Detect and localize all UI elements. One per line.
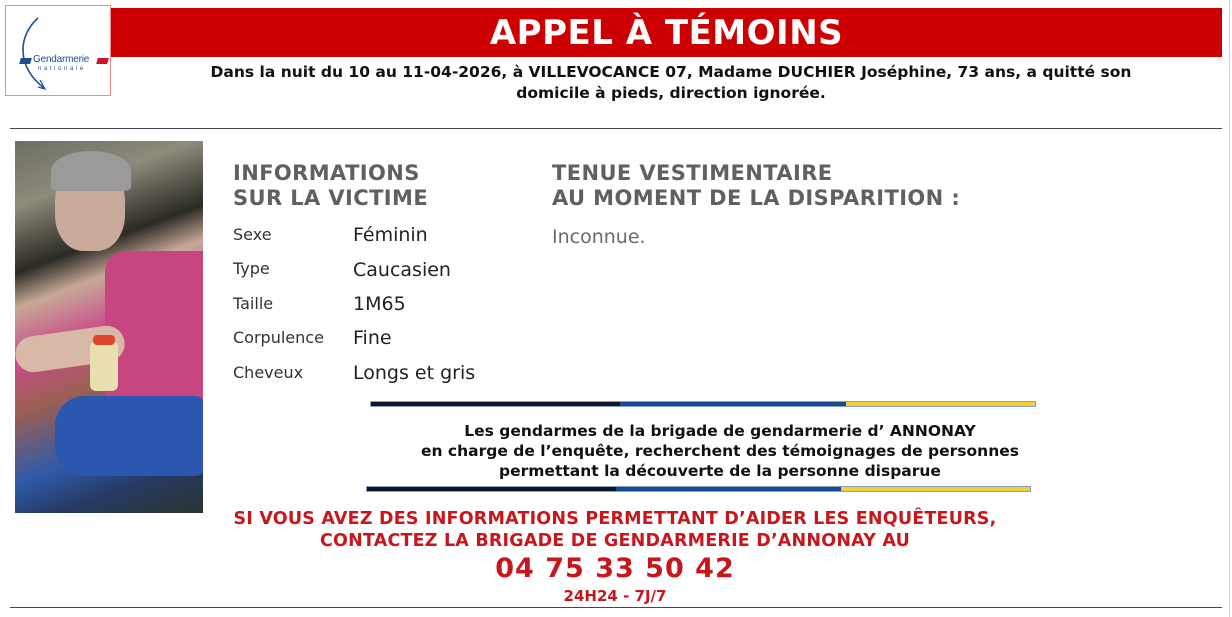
gendarmerie-logo <box>5 5 111 96</box>
flag-blue-icon <box>19 58 32 64</box>
contact-phone-number[interactable]: 04 75 33 50 42 <box>495 553 735 584</box>
clothing-heading: TENUE VESTIMENTAIRE AU MOMENT DE LA DISPARITION : <box>552 161 961 210</box>
investigation-notice: Les gendarmes de la brigade de gendarmerie d’ ANNONAY en charge de l’enquête, recherchent des témoignages de personnes permettant la découverte de la personne disparue <box>420 422 1019 480</box>
cta-line1: SI VOUS AVEZ DES INFORMATIONS PERMETTANT D’AIDER LES ENQUÊTEURS, <box>233 509 997 529</box>
clothing-value: Inconnue. <box>552 226 646 248</box>
info-label-cheveux: Cheveux <box>233 363 304 382</box>
logo-name: Gendarmerie <box>33 54 90 65</box>
page-title: APPEL À TÉMOINS <box>489 12 844 53</box>
info-value-sexe: Féminin <box>353 224 428 246</box>
top-divider <box>10 128 1222 129</box>
cta-line2: CONTACTEZ LA BRIGADE DE GENDARMERIE D’ANNONAY AU <box>319 531 911 551</box>
info-value-taille: 1M65 <box>353 293 406 315</box>
info-value-cheveux: Longs et gris <box>353 362 476 384</box>
bottom-divider <box>10 607 1222 608</box>
victim-info-heading: INFORMATIONS SUR LA VICTIME <box>233 161 429 210</box>
tricolor-divider-bottom <box>366 486 1031 492</box>
page-title-banner <box>111 8 1222 57</box>
incident-summary-line2: domicile à pieds, direction ignorée. <box>516 84 826 102</box>
incident-summary-line1: Dans la nuit du 10 au 11-04-2026, à VILLEVOCANCE 07, Madame DUCHIER Joséphine, 73 ans, a quitté son <box>210 63 1132 81</box>
availability-hours: 24H24 - 7J/7 <box>563 587 667 605</box>
incident-summary <box>111 62 1231 104</box>
flag-red-icon <box>96 58 109 64</box>
logo-subname: nationale <box>38 66 86 72</box>
call-to-action <box>190 508 1040 606</box>
info-value-type: Caucasien <box>353 259 451 281</box>
info-label-sexe: Sexe <box>233 225 272 244</box>
page-edge <box>1229 0 1230 617</box>
missing-person-photo <box>15 141 203 513</box>
info-value-corpulence: Fine <box>353 327 392 349</box>
tricolor-divider-top <box>370 401 1036 407</box>
info-label-taille: Taille <box>233 294 274 313</box>
info-label-type: Type <box>233 259 270 278</box>
info-label-corpulence: Corpulence <box>233 328 324 347</box>
